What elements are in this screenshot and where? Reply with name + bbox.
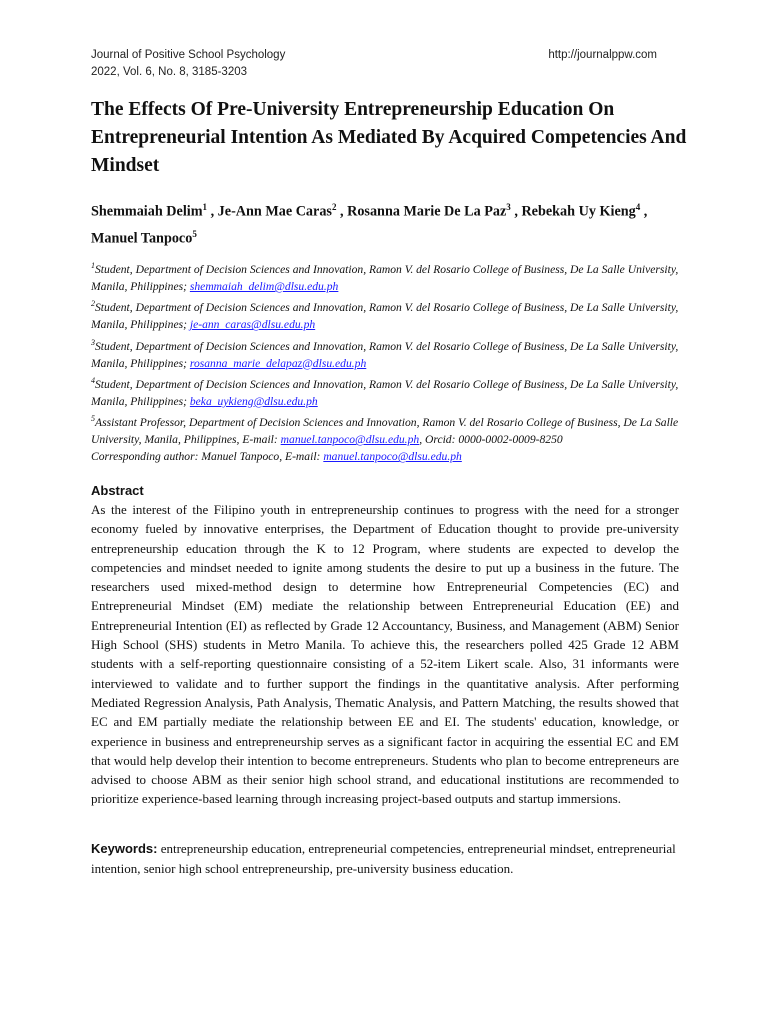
affiliation-sup: 1 [91, 261, 95, 270]
corresponding-text: Corresponding author: Manuel Tanpoco, E-mail: [91, 450, 324, 464]
author-sep: , [336, 203, 348, 220]
author-sep: , [510, 203, 522, 220]
abstract-body: As the interest of the Filipino youth in entrepreneurship continues to progress with the need for a stronger economy fueled by innovative enterprises, the Department of Education thought to provide pre-university entrepreneurship education through the K to 12 Program, where students are expected to develop the competencies and mindset needed to ignite among students the desire to put up a business in the future. The researchers used mixed-method design to determine how Entrepreneurial Competencies (EC) and Entrepreneurial Mindset (EM) mediate the relationship between Entrepreneurial Education (EE) and Entrepreneurial Intention (EI) as reflected by Grade 12 Accountancy, Business, and Management (ABM) Senior High School (SHS) students in Metro Manila. To achieve this, the researchers polled 425 Grade 12 ABM students with a self-reporting questionnaire consisting of a 52-item Likert scale. Also, 31 informants were interviewed to validate and to further support the findings in the quantitative analysis. After performing Mediated Regression Analysis, Path Analysis, Thematic Analysis, and Pattern Matching, the results showed that EC and EM partially mediate the relationship between EE and EI. The students' education, knowledge, or experience in business and entrepreneurship serves as a significant factor in acquiring the essential EC and EM that would help develop their intention to become entrepreneurs. Students who plan to become entrepreneurs are advised to choose ABM as their senior high school strand, and educational institutions are recommended to prioritize experience-based learning through increasing project-based outputs and startup immersions. [91, 502, 679, 807]
author-sep: , [640, 203, 648, 220]
abstract-heading: Abstract [91, 483, 144, 498]
author-sup: 3 [506, 202, 511, 212]
affiliation-text: Assistant Professor, Department of Decision Sciences and Innovation, Ramon V. del Rosario College of Business, De La Salle University, Manila, Philippines, E-mail: [91, 415, 679, 447]
journal-name: Journal of Positive School Psychology [91, 49, 286, 61]
affiliation-email-link[interactable]: je-ann_caras@dlsu.edu.ph [189, 318, 316, 332]
affiliation-email-link[interactable]: beka_uykieng@dlsu.edu.ph [189, 394, 318, 408]
affiliation-text: Student, Department of Decision Sciences and Innovation, Ramon V. del Rosario College of Business, De La Salle University, Manila, Philippines; [91, 301, 679, 332]
author-sup: 2 [331, 202, 337, 212]
author-name: Je-Ann Mae Caras [217, 203, 332, 220]
affiliation-sup: 5 [91, 414, 95, 424]
journal-issue: 2022, Vol. 6, No. 8, 3185-3203 [91, 66, 248, 78]
author-name: Rosanna Marie De La Paz [347, 203, 507, 220]
running-header [91, 47, 657, 81]
affiliation-item [91, 295, 681, 333]
corresponding-email-link[interactable]: manuel.tanpoco@dlsu.edu.ph [323, 450, 462, 464]
keywords-label: Keywords: [91, 841, 158, 856]
keywords [91, 839, 679, 878]
affiliation-email-link[interactable]: shemmaiah_delim@dlsu.edu.ph [189, 280, 339, 294]
keywords-text: entrepreneurship education, entrepreneurial competencies, entrepreneurial mindset, entrepreneurial intention, senior high school entrepreneurship, pre-university business education. [91, 841, 676, 876]
affiliation-item [91, 334, 681, 372]
author-name: Manuel Tanpoco [91, 230, 193, 247]
author-list [91, 196, 691, 249]
author-name: Shemmaiah Delim [91, 203, 203, 220]
author-sup: 5 [192, 228, 197, 239]
affiliation-text: Student, Department of Decision Sciences and Innovation, Ramon V. del Rosario College of Business, De La Salle University, Manila, Philippines; [91, 339, 679, 370]
affiliation-item [91, 257, 681, 295]
affiliation-sup: 2 [91, 299, 95, 309]
affiliation-tail: , Orcid: 0000-0002-0009-8250 [419, 433, 563, 447]
author-sup: 1 [202, 202, 208, 212]
affiliation-sup: 3 [91, 337, 95, 347]
paper-title: The Effects Of Pre-University Entrepreneurship Education On Entrepreneurial Intention As Mediated By Acquired Competencies And Mindset [91, 99, 687, 176]
affiliation-item [91, 372, 681, 410]
affiliation-item [91, 410, 681, 448]
journal-url[interactable]: http://journalppw.com [548, 49, 657, 61]
affiliations [91, 257, 681, 466]
author-name: Rebekah Uy Kieng [521, 203, 636, 220]
affiliation-text: Student, Department of Decision Sciences and Innovation, Ramon V. del Rosario College of Business, De La Salle University, Manila, Philippines; [91, 262, 679, 294]
affiliation-email-link[interactable]: rosanna_marie_delapaz@dlsu.edu.ph [189, 356, 367, 370]
affiliation-text: Student, Department of Decision Sciences and Innovation, Ramon V. del Rosario College of Business, De La Salle University, Manila, Philippines; [91, 377, 679, 408]
corresponding-author [91, 448, 681, 465]
affiliation-email-link[interactable]: manuel.tanpoco@dlsu.edu.ph [280, 433, 420, 447]
affiliation-sup: 4 [91, 375, 95, 385]
author-sep: , [207, 203, 218, 220]
author-sup: 4 [635, 202, 641, 212]
